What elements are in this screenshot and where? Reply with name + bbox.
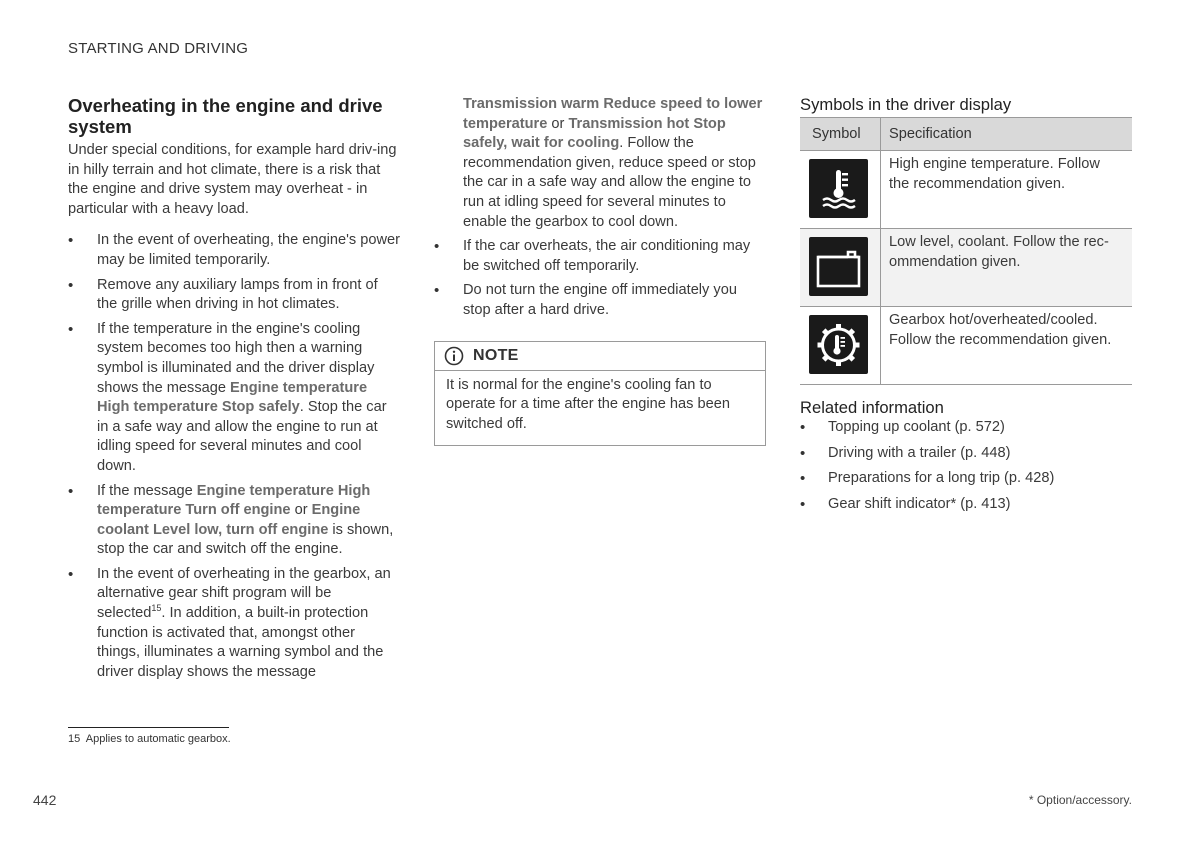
list-item: • If the car overheats, the air conditioning may be switched off temporarily. xyxy=(434,237,766,276)
left-column xyxy=(68,95,400,687)
gearbox-temperature-icon xyxy=(809,315,868,374)
section-title: Overheating in the engine and drive system xyxy=(68,95,383,137)
table-row xyxy=(800,229,1132,307)
table-row xyxy=(800,307,1132,385)
symbols-table xyxy=(800,117,1132,385)
related-link[interactable]: • Driving with a trailer (p. 448) xyxy=(800,444,1132,464)
note-header xyxy=(435,342,765,371)
overheating-list xyxy=(68,231,400,682)
related-list xyxy=(800,418,1132,514)
continued-paragraph: Transmission warm Reduce speed to lower temperature or Transmission hot Stop safely, wait for cooling. Follow the recommendation given, reduce speed or stop the car in a safe way and allow the engine to run at idling speed for several minutes to enable the gearbox to cool down. xyxy=(463,96,763,230)
list-item: • In the event of overheating in the gearbox, an alternative gear shift program will be selected$^{15}$. In addition, a built-in protection function is activated that, amongst other things, illuminates a warning symbol and the driver display shows the message xyxy=(68,565,400,683)
footnote: 15 Applies to automatic gearbox. xyxy=(68,733,231,745)
related-link[interactable]: • Topping up coolant (p. 572) xyxy=(800,418,1132,438)
list-item: • In the event of overheating, the engine's power may be limited temporarily. xyxy=(68,231,400,270)
display-message: Transmission warm Reduce speed to lower temperature xyxy=(463,96,763,132)
column-header-symbol: Symbol xyxy=(800,118,881,151)
display-message: Engine coolant Level low, turn off engine xyxy=(97,502,361,538)
display-message: Engine temperature High temperature Turn off engine xyxy=(97,482,371,519)
section-header: STARTING AND DRIVING xyxy=(68,40,249,57)
symbol-cell xyxy=(800,307,881,385)
note-text: It is normal for the engine's cooling fan to operate for a time after the engine has been switched off. xyxy=(446,376,730,432)
display-message: Transmission hot Stop safely, wait for cooling xyxy=(463,115,726,152)
info-icon xyxy=(444,346,464,366)
right-column xyxy=(800,95,1132,520)
list-item: • If the message Engine temperature High temperature Turn off engine or Engine coolant Level low, turn off engine is shown, stop the car and switch off the engine. xyxy=(68,482,400,560)
related-link[interactable]: • Gear shift indicator* (p. 413) xyxy=(800,495,1132,515)
table-title: Symbols in the driver display xyxy=(800,95,1012,114)
symbol-cell xyxy=(800,151,881,229)
additional-list xyxy=(434,237,766,320)
specification-cell: Gearbox hot/overheated/cooled. Follow the recommendation given. xyxy=(881,307,1133,385)
middle-column xyxy=(434,95,766,446)
table-row xyxy=(800,151,1132,229)
note-box xyxy=(434,341,766,447)
intro-paragraph: Under special conditions, for example hard driv-ing in hilly terrain and hot climate, there is a risk that the engine and drive system may overheat - in particular with a heavy load. xyxy=(68,142,397,217)
related-title: Related information xyxy=(800,398,944,417)
specification-cell: Low level, coolant. Follow the rec-ommendation given. xyxy=(881,229,1133,307)
table-header-row xyxy=(800,118,1132,151)
symbol-cell xyxy=(800,229,881,307)
coolant-level-icon xyxy=(809,237,868,296)
list-item: • If the temperature in the engine's cooling system becomes too high then a warning symbol is illuminated and the driver display shows the message Engine temperature High temperature Stop safely. Stop the car in a safe way and allow the engine to run at idling speed for several minutes and cool down. xyxy=(68,320,400,477)
column-header-specification: Specification xyxy=(881,118,1133,151)
list-item: • Do not turn the engine off immediately you stop after a hard drive. xyxy=(434,281,766,320)
engine-temperature-icon xyxy=(809,159,868,218)
footnote-ref: 15 xyxy=(151,603,162,614)
display-message: Engine temperature High temperature Stop safely xyxy=(97,379,368,416)
footnote-divider xyxy=(68,727,229,728)
list-item: • Remove any auxiliary lamps from in front of the grille when driving in hot climates. xyxy=(68,276,400,315)
related-link[interactable]: • Preparations for a long trip (p. 428) xyxy=(800,469,1132,489)
page-number: 442 xyxy=(33,792,57,808)
specification-cell: High engine temperature. Follow the recommendation given. xyxy=(881,151,1133,229)
note-label: NOTE xyxy=(473,346,519,364)
option-accessory-note: * Option/accessory. xyxy=(1028,793,1132,807)
